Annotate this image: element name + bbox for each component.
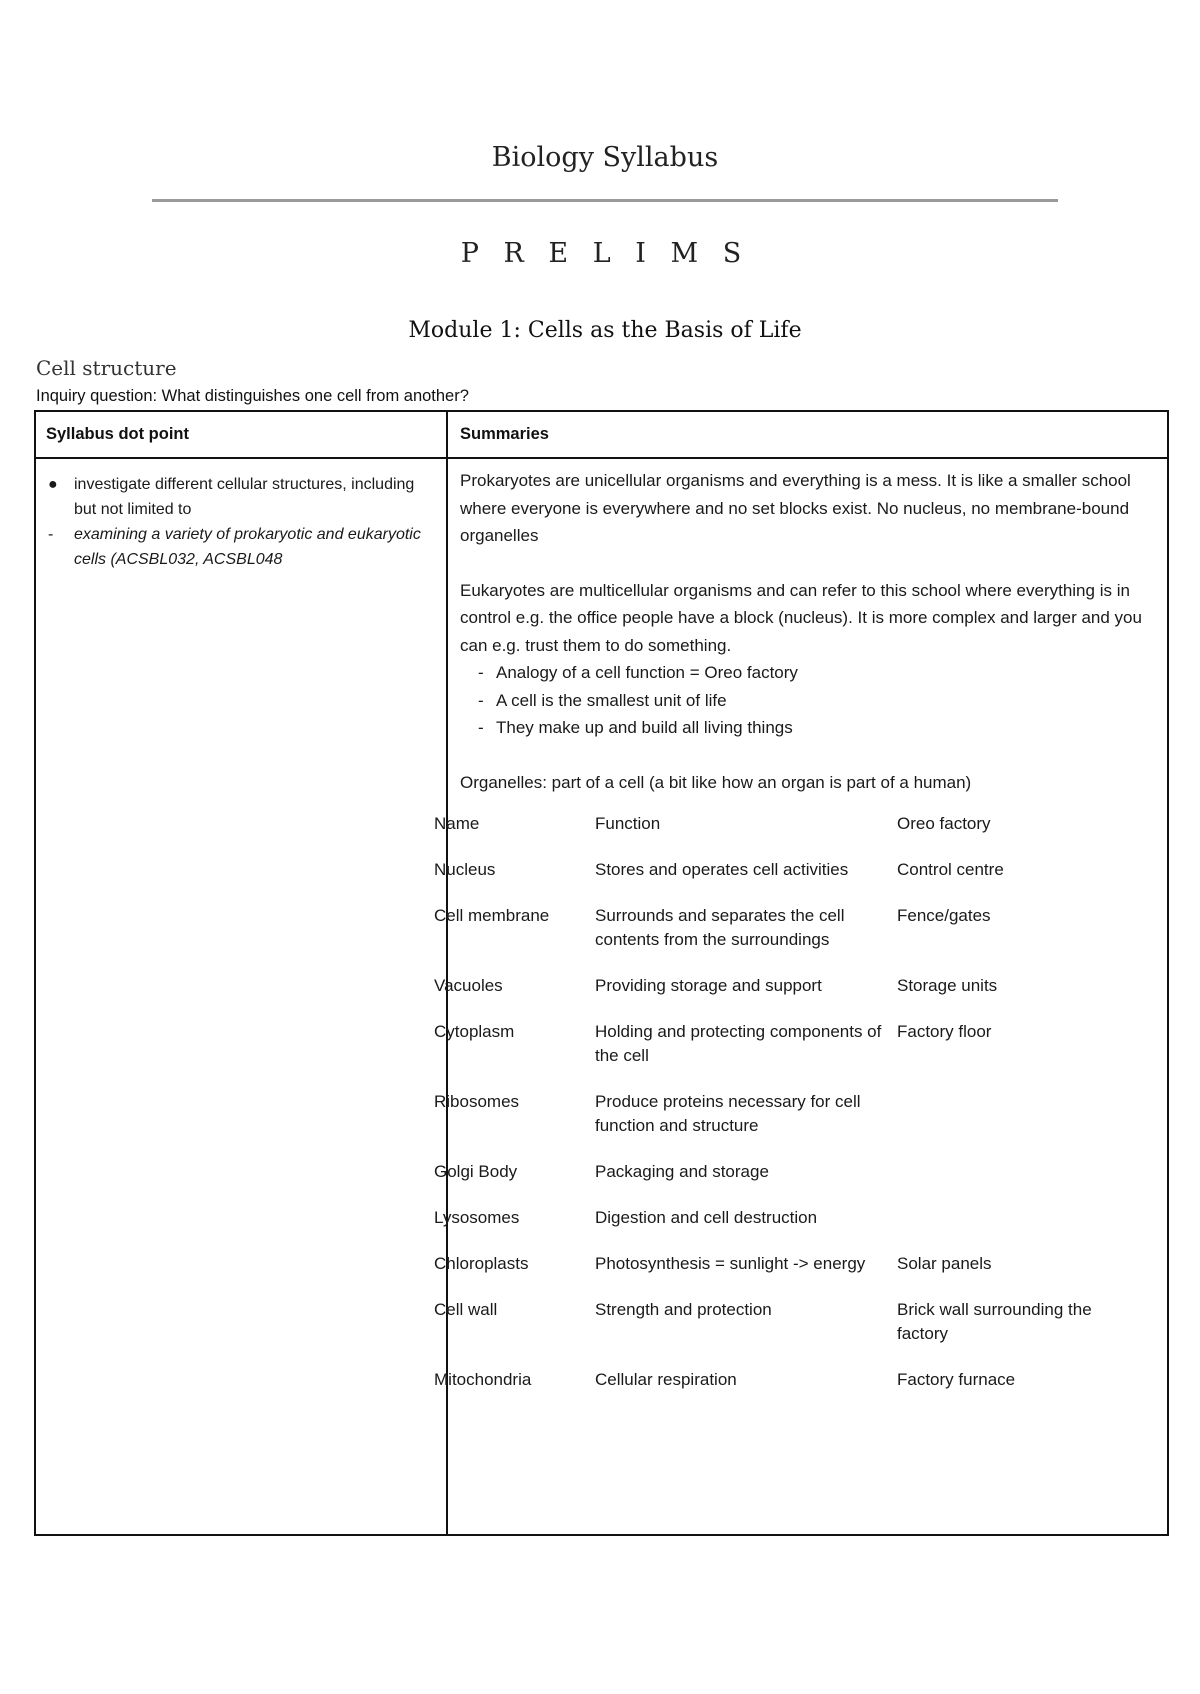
header-summaries: Summaries (460, 425, 549, 443)
organelles-intro: Organelles: part of a cell (a bit like how an organ is part of a human) (460, 772, 972, 792)
header-syllabus-dot-point: Syllabus dot point (46, 425, 189, 443)
document-subtitle: P R E L I M S (460, 238, 750, 269)
table-row (434, 1252, 1134, 1276)
summary-points (460, 659, 1160, 742)
document-title: Biology Syllabus (491, 142, 719, 173)
organelle-analogy: Control centre (897, 860, 1004, 879)
table-row (434, 974, 1134, 998)
organelle-analogy: Solar panels (897, 1254, 992, 1273)
organelle-function: Cellular respiration (595, 1370, 737, 1389)
organelle-function: Packaging and storage (595, 1162, 769, 1181)
table-row (434, 904, 1134, 952)
organelle-analogy (897, 1206, 1127, 1230)
dash-icon: - (478, 663, 484, 682)
organelle-function: Digestion and cell destruction (595, 1208, 818, 1227)
organelle-function: Stores and operates cell activities (595, 860, 849, 879)
list-item: - A cell is the smallest unit of life (460, 687, 1160, 715)
organelle-name: Vacuoles (434, 976, 503, 995)
dash-icon: - (48, 526, 54, 543)
column-header-oreo-factory: Oreo factory (897, 814, 991, 833)
table-row (434, 1160, 1134, 1184)
organelle-function: Photosynthesis = sunlight -> energy (595, 1254, 866, 1273)
module-heading: Module 1: Cells as the Basis of Life (408, 318, 802, 343)
table-row (434, 1368, 1134, 1392)
list-item: - Analogy of a cell function = Oreo factory (460, 659, 1160, 687)
organelle-function: Surrounds and separates the cell contents from the surroundings (595, 906, 845, 949)
dot-point-cell (46, 472, 431, 572)
bullet-icon: ● (48, 476, 58, 493)
organelle-name: Cytoplasm (434, 1022, 515, 1041)
organelle-function: Holding and protecting components of the cell (595, 1022, 882, 1065)
header-divider (36, 457, 1167, 459)
table-row (434, 1298, 1134, 1346)
table-row (434, 1090, 1134, 1138)
organelle-analogy: Factory floor (897, 1022, 992, 1041)
inquiry-question: Inquiry question: What distinguishes one cell from another? (36, 387, 469, 405)
dot-point-dash (46, 522, 431, 572)
organelle-name: Mitochondria (434, 1370, 532, 1389)
organelle-name: Lysosomes (434, 1208, 520, 1227)
organelle-analogy (897, 1160, 1127, 1184)
column-header-name: Name (434, 814, 480, 833)
table-row (434, 1206, 1134, 1230)
organelle-analogy: Storage units (897, 976, 998, 995)
dot-point-text: investigate different cellular structures, including but not limited to (74, 476, 415, 518)
organelle-name: Ribosomes (434, 1092, 520, 1111)
organelle-name: Nucleus (434, 860, 496, 879)
organelle-analogy: Factory furnace (897, 1370, 1016, 1389)
table-row (434, 858, 1134, 882)
column-header-function: Function (595, 814, 661, 833)
organelle-name: Golgi Body (434, 1162, 518, 1181)
organelles-table (434, 812, 1134, 1414)
eukaryotes-paragraph: Eukaryotes are multicellular organisms and can refer to this school where everything is in control e.g. the office people have a block (nucleus). It is more complex and larger and you can e.g. trust them to do something. (460, 580, 1142, 655)
dot-point-subitem: examining a variety of prokaryotic and eukaryotic cells (ACSBL032, ACSBL048 (74, 526, 421, 568)
organelle-function: Produce proteins necessary for cell function and structure (595, 1092, 861, 1135)
organelle-analogy: Fence/gates (897, 906, 991, 925)
organelle-analogy (897, 1090, 1127, 1138)
organelle-function: Providing storage and support (595, 976, 822, 995)
organelle-name: Cell membrane (434, 906, 550, 925)
title-divider (152, 199, 1058, 202)
organelle-analogy: Brick wall surrounding the factory (897, 1300, 1092, 1343)
summary-cell (460, 467, 1160, 796)
dash-icon: - (478, 718, 484, 737)
prokaryotes-paragraph: Prokaryotes are unicellular organisms and everything is a mess. It is like a smaller school where everyone is everywhere and no set blocks exist. No nucleus, no membrane-bound organelles (460, 471, 1131, 545)
section-heading: Cell structure (36, 356, 177, 380)
dot-point-bullet (46, 472, 431, 522)
organelle-function: Strength and protection (595, 1300, 772, 1319)
organelle-name: Cell wall (434, 1300, 498, 1319)
list-item: - They make up and build all living things (460, 714, 1160, 742)
dash-icon: - (478, 690, 484, 710)
organelle-name: Chloroplasts (434, 1254, 529, 1273)
table-row (434, 1020, 1134, 1068)
organelles-header-row (434, 812, 1134, 836)
